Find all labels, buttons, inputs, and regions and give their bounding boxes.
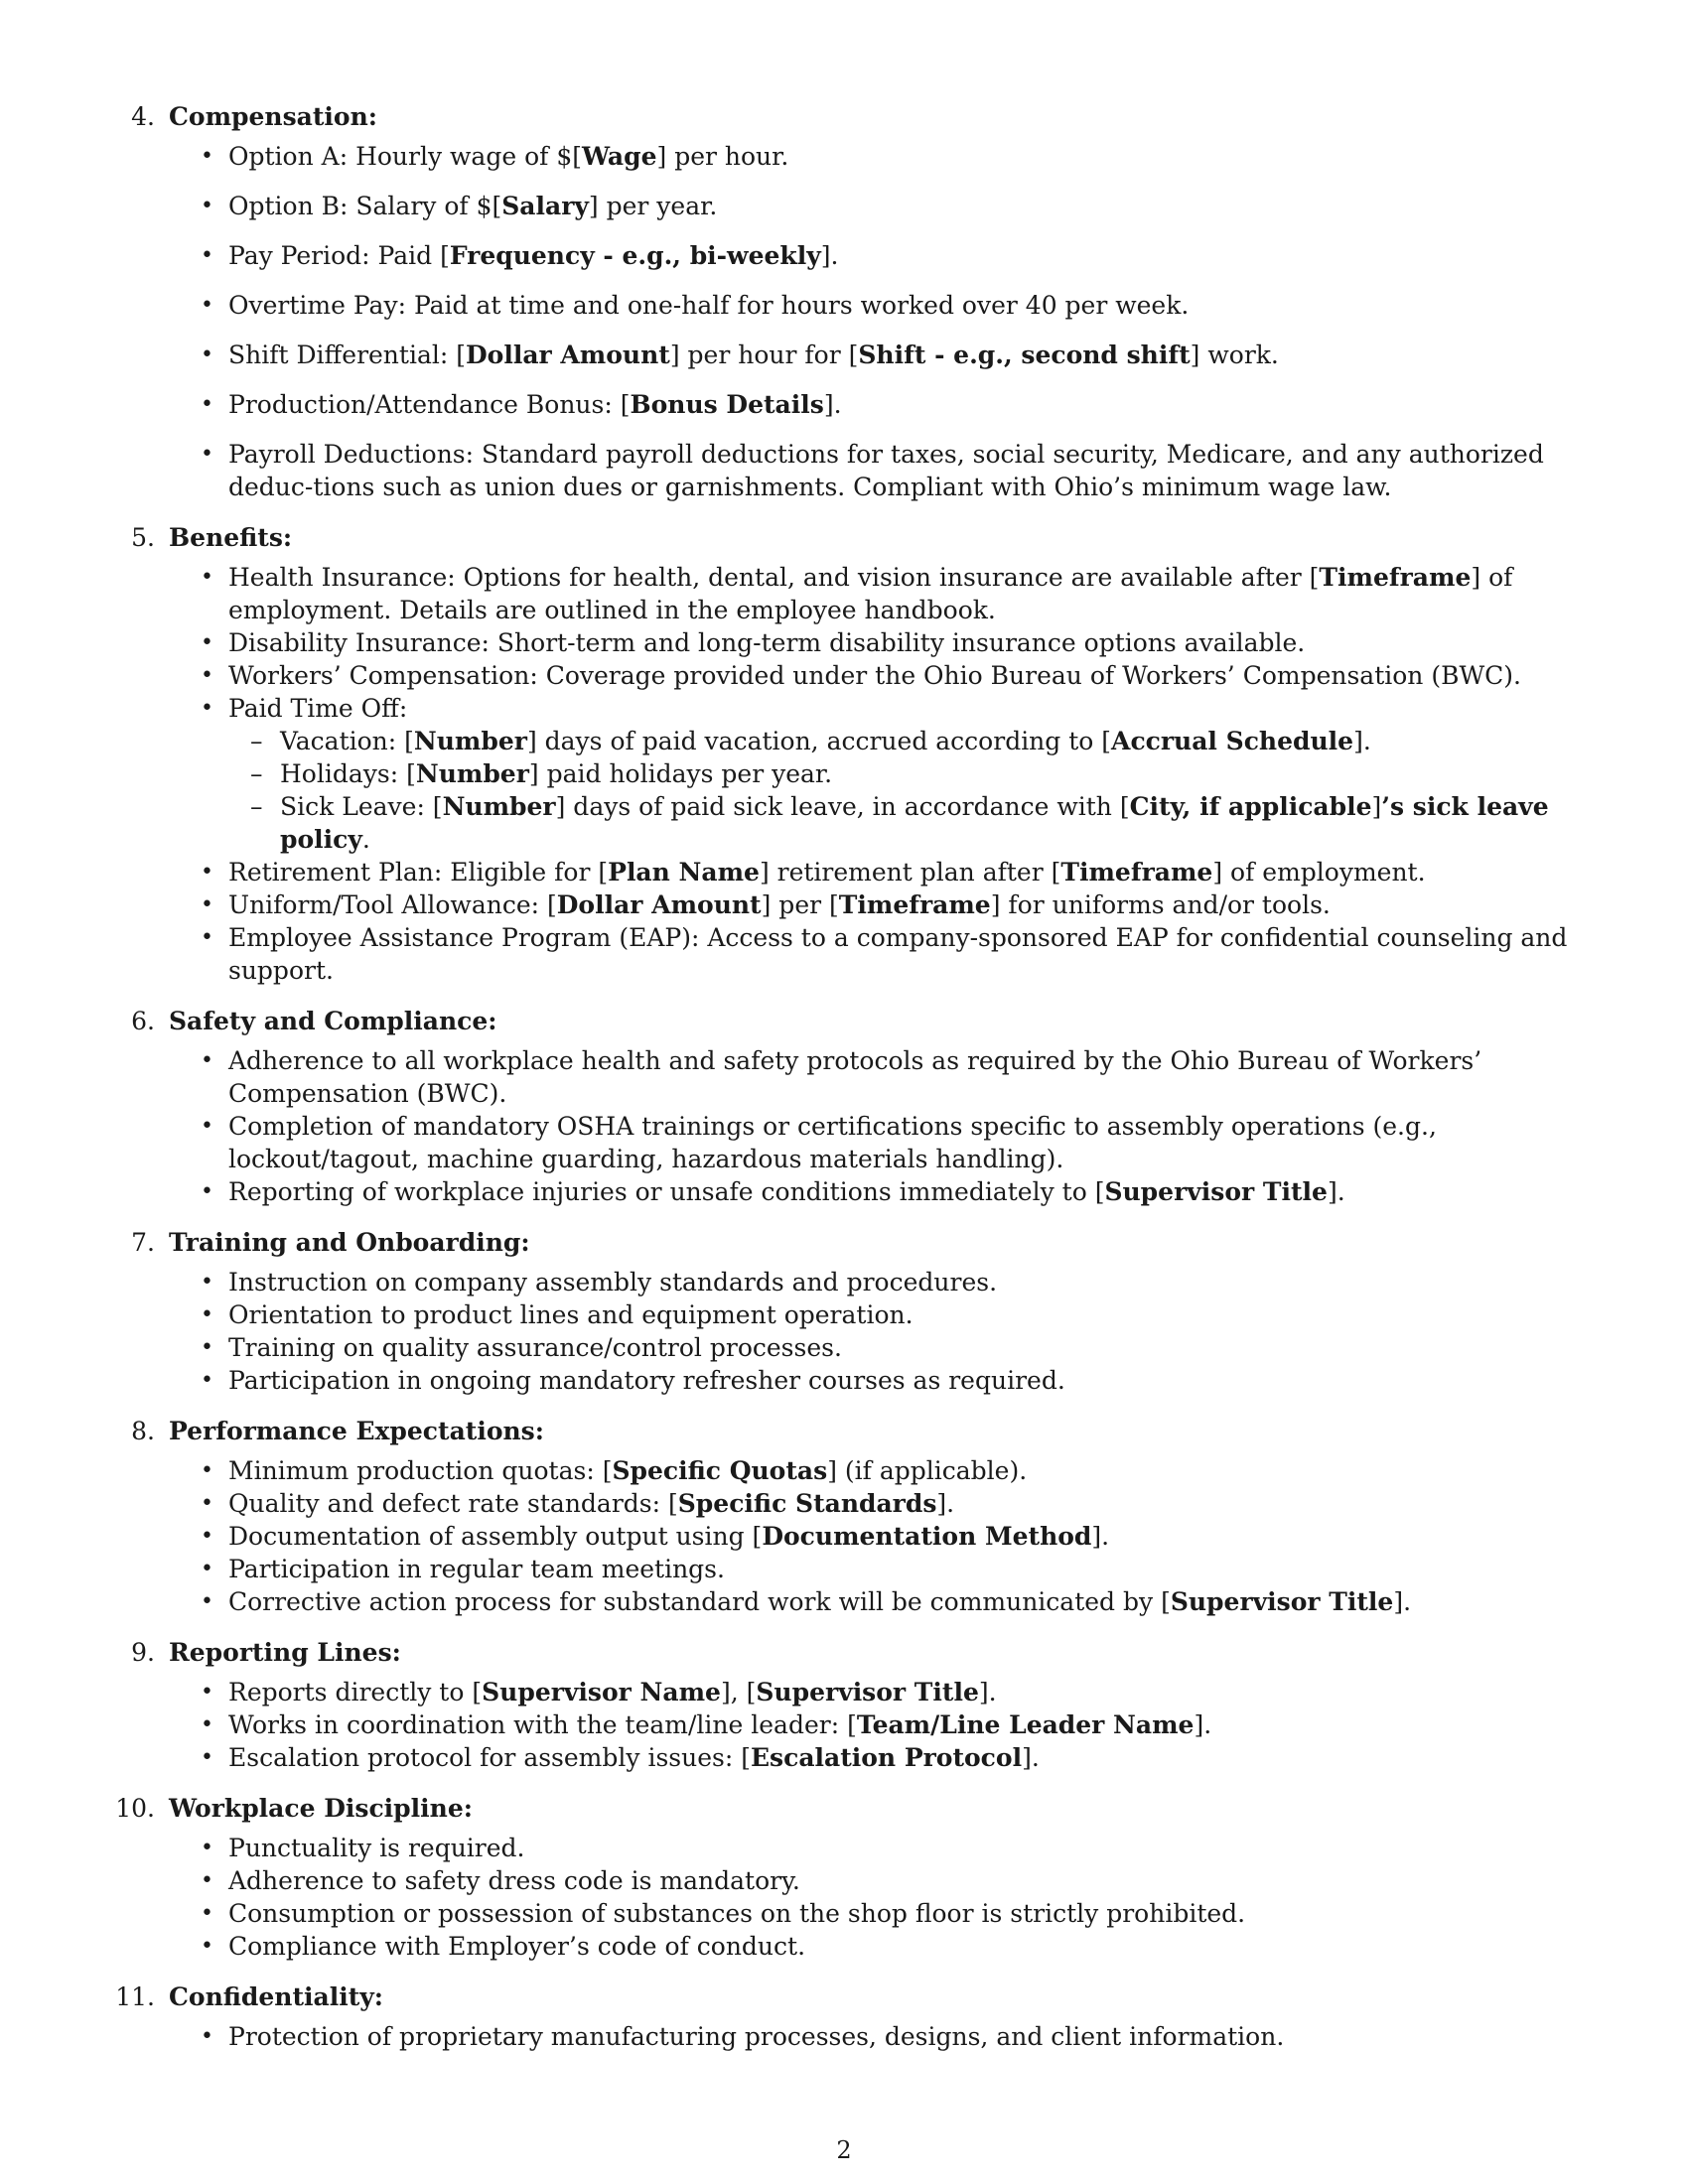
- text-run: Holidays: [: [280, 759, 416, 788]
- text-run: ] days of paid vacation, accrued according to [: [526, 727, 1112, 755]
- text-run: Participation in ongoing mandatory refresher courses as required.: [228, 1366, 1065, 1395]
- bullet-icon: •: [201, 442, 213, 467]
- list-item: [109, 289, 1579, 322]
- list-item: [109, 239, 1579, 272]
- section-number: 9.: [131, 1638, 155, 1667]
- placeholder-text: Specific Standards: [677, 1489, 937, 1518]
- dash-icon: –: [250, 727, 263, 755]
- text-run: ].: [1327, 1177, 1345, 1206]
- text-run: Disability Insurance: Short-term and long-term disability insurance options available.: [228, 628, 1306, 657]
- text-run: Uniform/Tool Allowance: [: [228, 890, 557, 919]
- placeholder-text: Plan Name: [608, 858, 760, 887]
- text-run: Completion of mandatory OSHA trainings or certifications specific to assembly operations (e.g., lockout/tagout, machine guarding, hazardous materials handling).: [228, 1112, 1437, 1173]
- section-heading: [109, 515, 1599, 561]
- text-run: Works in coordination with the team/line leader: [: [228, 1710, 857, 1739]
- text-run: Retirement Plan: Eligible for [: [228, 858, 609, 887]
- text-run: ].: [1022, 1743, 1040, 1772]
- bullet-icon: •: [201, 1270, 213, 1295]
- list-item: [109, 1331, 1579, 1364]
- text-run: Quality and defect rate standards: [: [228, 1489, 678, 1518]
- text-run: ] per hour for [: [669, 341, 859, 369]
- text-run: ].: [820, 241, 839, 270]
- bullet-icon: •: [201, 1302, 213, 1327]
- bullet-icon: •: [201, 342, 213, 367]
- section: [109, 94, 1599, 503]
- list-item: [109, 1585, 1579, 1618]
- text-run: Reporting of workplace injuries or unsafe conditions immediately to [: [228, 1177, 1105, 1206]
- text-run: Adherence to safety dress code is mandatory.: [228, 1866, 800, 1895]
- bullet-list: [109, 1044, 1599, 1208]
- section-title: Benefits:: [169, 523, 293, 552]
- text-run: Reports directly to [: [228, 1678, 483, 1706]
- bullet-icon: •: [201, 194, 213, 218]
- bullet-list: [109, 1454, 1599, 1618]
- dash-icon: –: [250, 792, 263, 821]
- bullet-list: [109, 1676, 1599, 1774]
- text-run: Overtime Pay: Paid at time and one-half for hours worked over 40 per week.: [228, 291, 1190, 320]
- placeholder-text: Bonus Details: [630, 390, 824, 419]
- text-run: Protection of proprietary manufacturing processes, designs, and client information.: [228, 2022, 1285, 2051]
- text-run: ] of employment.: [1212, 858, 1426, 887]
- section-number: 8.: [131, 1417, 155, 1445]
- list-item: [109, 1266, 1579, 1298]
- section-heading: [109, 94, 1599, 140]
- section-title: Reporting Lines:: [169, 1638, 401, 1667]
- text-run: ] per year.: [588, 192, 718, 220]
- list-item: [109, 1298, 1579, 1331]
- placeholder-text: Dollar Amount: [556, 890, 762, 919]
- bullet-icon: •: [201, 1114, 213, 1139]
- text-run: Health Insurance: Options for health, dental, and vision insurance are available after [: [228, 563, 1320, 592]
- text-run: Compliance with Employer’s code of conduct.: [228, 1932, 806, 1961]
- section: [109, 1409, 1599, 1618]
- text-run: ] retirement plan after [: [759, 858, 1061, 887]
- bullet-icon: •: [201, 1491, 213, 1516]
- placeholder-text: City, if applicable: [1129, 792, 1372, 821]
- text-run: Workers’ Compensation: Coverage provided under the Ohio Bureau of Workers’ Compensation (BWC).: [228, 661, 1522, 690]
- list-item: [109, 856, 1579, 888]
- text-run: Payroll Deductions: Standard payroll deductions for taxes, social security, Medicare, and any authorized deduc-tions such as union dues or garnishments. Compliant with Ohio’s minimum wage law.: [228, 440, 1544, 501]
- text-run: ]: [1371, 792, 1382, 821]
- text-run: ].: [1353, 727, 1371, 755]
- section-title: Workplace Discipline:: [169, 1794, 473, 1823]
- bullet-icon: •: [201, 630, 213, 655]
- text-run: ] work.: [1190, 341, 1279, 369]
- bullet-icon: •: [201, 1836, 213, 1860]
- text-run: ].: [823, 390, 842, 419]
- bullet-icon: •: [201, 1048, 213, 1073]
- list-item: [109, 626, 1579, 659]
- list-item: [109, 1175, 1579, 1208]
- text-run: ].: [978, 1678, 997, 1706]
- section-heading: [109, 1975, 1599, 2020]
- text-run: .: [361, 825, 370, 854]
- section-heading: [109, 1630, 1599, 1676]
- list-item: [109, 1487, 1579, 1520]
- text-run: ].: [1194, 1710, 1212, 1739]
- placeholder-text: Dollar Amount: [465, 341, 670, 369]
- text-run: Corrective action process for substandard work will be communicated by [: [228, 1587, 1171, 1616]
- list-item: [109, 1708, 1579, 1741]
- section-title: Compensation:: [169, 102, 377, 131]
- placeholder-text: Supervisor Name: [482, 1678, 721, 1706]
- bullet-list: [109, 1832, 1599, 1963]
- bullet-icon: •: [201, 1179, 213, 1204]
- text-run: ].: [1393, 1587, 1412, 1616]
- list-item: [109, 692, 1579, 856]
- section-heading: [109, 1220, 1599, 1266]
- bullet-icon: •: [201, 1458, 213, 1483]
- bullet-icon: •: [201, 1368, 213, 1393]
- bullet-icon: •: [201, 392, 213, 417]
- list-item: [109, 140, 1579, 173]
- section: [109, 1786, 1599, 1963]
- section: [109, 1220, 1599, 1397]
- list-item: [109, 388, 1579, 421]
- text-run: Escalation protocol for assembly issues: [: [228, 1743, 751, 1772]
- text-run: Punctuality is required.: [228, 1834, 525, 1862]
- placeholder-text: Number: [413, 727, 527, 755]
- dash-icon: –: [250, 759, 263, 788]
- list-item: [109, 1832, 1579, 1864]
- sub-list-item: [228, 757, 1579, 790]
- list-item: [109, 1044, 1579, 1110]
- bullet-icon: •: [201, 1934, 213, 1959]
- text-run: Minimum production quotas: [: [228, 1456, 613, 1485]
- bullet-icon: •: [201, 243, 213, 268]
- section: [109, 999, 1599, 1208]
- placeholder-text: Supervisor Title: [1170, 1587, 1394, 1616]
- bullet-list: [109, 561, 1599, 987]
- section-title: Training and Onboarding:: [169, 1228, 530, 1257]
- text-run: Orientation to product lines and equipment operation.: [228, 1300, 914, 1329]
- placeholder-text: Timeframe: [838, 890, 991, 919]
- section: [109, 1975, 1599, 2053]
- section-list: [109, 94, 1599, 2065]
- text-run: ].: [936, 1489, 955, 1518]
- bullet-list: [109, 1266, 1599, 1397]
- bullet-icon: •: [201, 696, 213, 721]
- page-number: 2: [836, 2136, 852, 2164]
- placeholder-text: Specific Quotas: [612, 1456, 828, 1485]
- bullet-icon: •: [201, 663, 213, 688]
- text-run: ] days of paid sick leave, in accordance with [: [555, 792, 1130, 821]
- text-run: ] (if applicable).: [827, 1456, 1028, 1485]
- text-run: Participation in regular team meetings.: [228, 1555, 725, 1583]
- list-item: [109, 1864, 1579, 1897]
- list-item: [109, 2020, 1579, 2053]
- text-run: ].: [1091, 1522, 1110, 1551]
- bullet-icon: •: [201, 1712, 213, 1737]
- text-run: ] for uniforms and/or tools.: [990, 890, 1331, 919]
- list-item: [109, 339, 1579, 371]
- text-run: Paid Time Off:: [228, 694, 408, 723]
- section-number: 7.: [131, 1228, 155, 1257]
- bullet-icon: •: [201, 1589, 213, 1614]
- placeholder-text: Supervisor Title: [756, 1678, 979, 1706]
- section: [109, 1630, 1599, 1774]
- bullet-icon: •: [201, 1868, 213, 1893]
- text-run: Pay Period: Paid [: [228, 241, 450, 270]
- placeholder-text: Escalation Protocol: [750, 1743, 1023, 1772]
- bullet-list: [109, 2020, 1599, 2053]
- placeholder-text: ’s sick leave policy: [280, 792, 1549, 854]
- placeholder-text: Number: [415, 759, 529, 788]
- text-run: Adherence to all workplace health and safety protocols as required by the Ohio Bureau of Workers’ Compensation (BWC).: [228, 1046, 1482, 1108]
- list-item: [109, 1110, 1579, 1175]
- placeholder-text: Salary: [501, 192, 589, 220]
- list-item: [109, 1520, 1579, 1553]
- placeholder-text: Wage: [582, 142, 657, 171]
- text-run: ] per [: [761, 890, 839, 919]
- section-heading: [109, 1409, 1599, 1454]
- section-number: 11.: [115, 1982, 155, 2011]
- text-run: Sick Leave: [: [280, 792, 443, 821]
- list-item: [109, 438, 1579, 503]
- sub-list-item: [228, 725, 1579, 757]
- text-run: Shift Differential: [: [228, 341, 466, 369]
- text-run: Consumption or possession of substances on the shop floor is strictly prohibited.: [228, 1899, 1246, 1928]
- sub-list-item: [228, 790, 1579, 856]
- list-item: [109, 659, 1579, 692]
- placeholder-text: Team/Line Leader Name: [856, 1710, 1195, 1739]
- text-run: ] paid holidays per year.: [528, 759, 833, 788]
- text-run: ] of employment. Details are outlined in the employee handbook.: [228, 563, 1513, 624]
- bullet-icon: •: [201, 892, 213, 917]
- list-item: [109, 888, 1579, 921]
- text-run: Option A: Hourly wage of $[: [228, 142, 582, 171]
- text-run: Option B: Salary of $[: [228, 192, 502, 220]
- section-title: Performance Expectations:: [169, 1417, 544, 1445]
- list-item: [109, 561, 1579, 626]
- bullet-icon: •: [201, 144, 213, 169]
- bullet-icon: •: [201, 565, 213, 590]
- list-item: [109, 190, 1579, 222]
- bullet-icon: •: [201, 1680, 213, 1705]
- text-run: Training on quality assurance/control processes.: [228, 1333, 842, 1362]
- text-run: Employee Assistance Program (EAP): Access to a company-sponsored EAP for confidential counseling and support.: [228, 923, 1568, 985]
- section-heading: [109, 1786, 1599, 1832]
- text-run: Documentation of assembly output using [: [228, 1522, 763, 1551]
- list-item: [109, 1553, 1579, 1585]
- list-item: [109, 1676, 1579, 1708]
- section-number: 6.: [131, 1007, 155, 1035]
- placeholder-text: Documentation Method: [762, 1522, 1092, 1551]
- list-item: [109, 1741, 1579, 1774]
- placeholder-text: Shift - e.g., second shift: [858, 341, 1191, 369]
- placeholder-text: Number: [442, 792, 556, 821]
- sub-list: [228, 725, 1579, 856]
- section-heading: [109, 999, 1599, 1044]
- placeholder-text: Supervisor Title: [1104, 1177, 1328, 1206]
- bullet-icon: •: [201, 1901, 213, 1926]
- list-item: [109, 1930, 1579, 1963]
- text-run: Instruction on company assembly standards and procedures.: [228, 1268, 998, 1297]
- list-item: [109, 1454, 1579, 1487]
- list-item: [109, 1364, 1579, 1397]
- bullet-icon: •: [201, 925, 213, 950]
- text-run: ], [: [720, 1678, 757, 1706]
- bullet-icon: •: [201, 2024, 213, 2049]
- section-title: Safety and Compliance:: [169, 1007, 497, 1035]
- text-run: Vacation: [: [280, 727, 414, 755]
- text-run: Production/Attendance Bonus: [: [228, 390, 631, 419]
- section-number: 5.: [131, 523, 155, 552]
- bullet-icon: •: [201, 1557, 213, 1581]
- placeholder-text: Timeframe: [1060, 858, 1213, 887]
- placeholder-text: Accrual Schedule: [1111, 727, 1354, 755]
- section-number: 4.: [131, 102, 155, 131]
- bullet-icon: •: [201, 1335, 213, 1360]
- bullet-icon: •: [201, 860, 213, 885]
- list-item: [109, 1897, 1579, 1930]
- list-item: [109, 921, 1579, 987]
- placeholder-text: Frequency - e.g., bi-weekly: [449, 241, 821, 270]
- placeholder-text: Timeframe: [1319, 563, 1472, 592]
- section-title: Confidentiality:: [169, 1982, 384, 2011]
- text-run: ] per hour.: [656, 142, 789, 171]
- bullet-icon: •: [201, 1745, 213, 1770]
- bullet-icon: •: [201, 1524, 213, 1549]
- bullet-icon: •: [201, 293, 213, 318]
- bullet-list: [109, 140, 1599, 503]
- section: [109, 515, 1599, 987]
- section-number: 10.: [115, 1794, 155, 1823]
